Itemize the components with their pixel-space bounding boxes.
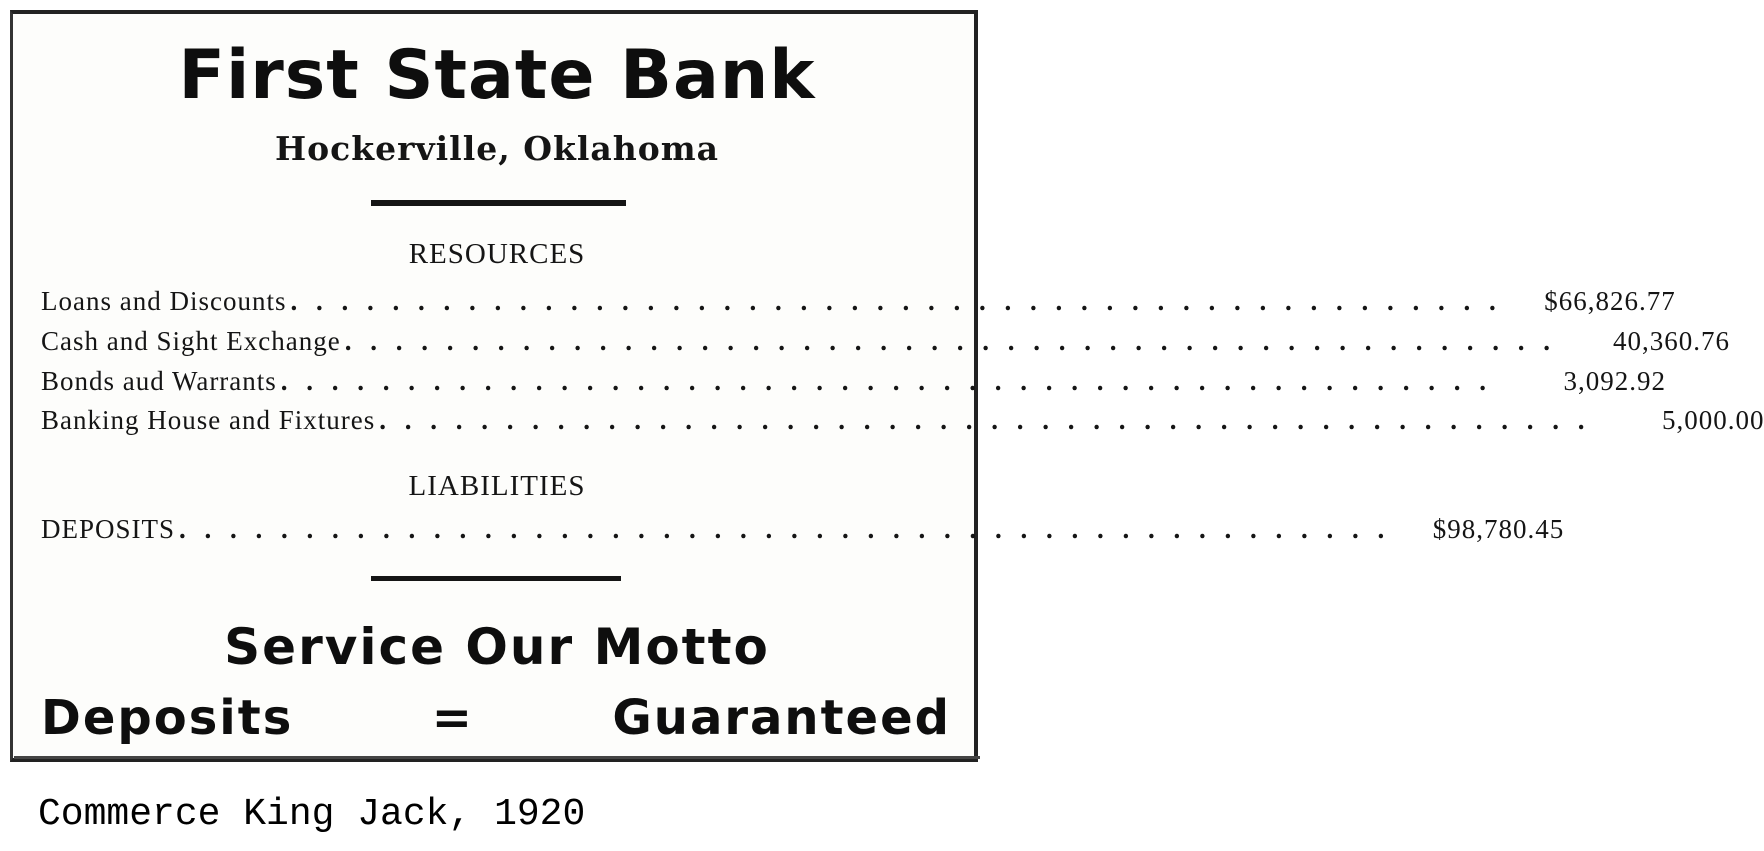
resource-label: Cash and Sight Exchange xyxy=(41,326,341,356)
bank-location: Hockerville, Oklahoma xyxy=(274,129,720,168)
resource-row xyxy=(41,326,1730,360)
resource-label: Loans and Discounts xyxy=(41,286,287,316)
resource-label: Bonds aud Warrants xyxy=(41,366,277,396)
resource-label: Banking House and Fixtures xyxy=(41,405,376,435)
resource-value: $66,826.77 xyxy=(1544,286,1676,316)
liabilities-heading: LIABILITIES xyxy=(408,470,586,502)
bottom-divider-rule xyxy=(371,576,621,581)
dot-leader: . . . . . . . . . . . . . . . . . . . . . . . . . . . . . . . . . . . . . . . . . . . . . . . . xyxy=(179,514,1391,544)
caption: Commerce King Jack, 1920 xyxy=(38,793,586,836)
liability-row xyxy=(41,514,1565,548)
bank-advertisement xyxy=(10,10,1764,762)
bank-name-heading: First State Bank xyxy=(178,36,816,115)
dot-leader: . . . . . . . . . . . . . . . . . . . . . . . . . . . . . . . . . . . . . . . . . . . . . . . . xyxy=(280,366,1493,396)
resource-value: 3,092.92 xyxy=(1563,366,1667,396)
dot-leader: . . . . . . . . . . . . . . . . . . . . . . . . . . . . . . . . . . . . . . . . . . . . . . . . xyxy=(379,405,1591,435)
resource-value: 40,360.76 xyxy=(1612,326,1730,356)
guarantee-separator: = xyxy=(431,690,474,746)
resource-value: 5,000.00 xyxy=(1661,405,1764,435)
resource-row xyxy=(41,286,1676,320)
guarantee-left: Deposits xyxy=(41,690,294,746)
guarantee-line xyxy=(41,690,951,746)
resource-row xyxy=(41,366,1667,400)
frame-bottom-rule xyxy=(14,756,980,759)
motto-text: Service Our Motto xyxy=(224,618,770,676)
liability-label: DEPOSITS xyxy=(41,514,176,544)
resource-row xyxy=(41,405,1764,439)
liability-value: $98,780.45 xyxy=(1432,514,1565,544)
top-divider-rule xyxy=(371,200,626,206)
guarantee-right: Guaranteed xyxy=(612,690,951,746)
resources-heading: RESOURCES xyxy=(408,238,586,270)
dot-leader: . . . . . . . . . . . . . . . . . . . . . . . . . . . . . . . . . . . . . . . . . . . . . . . . xyxy=(344,326,1556,356)
dot-leader: . . . . . . . . . . . . . . . . . . . . . . . . . . . . . . . . . . . . . . . . . . . . . . . . xyxy=(290,286,1502,316)
